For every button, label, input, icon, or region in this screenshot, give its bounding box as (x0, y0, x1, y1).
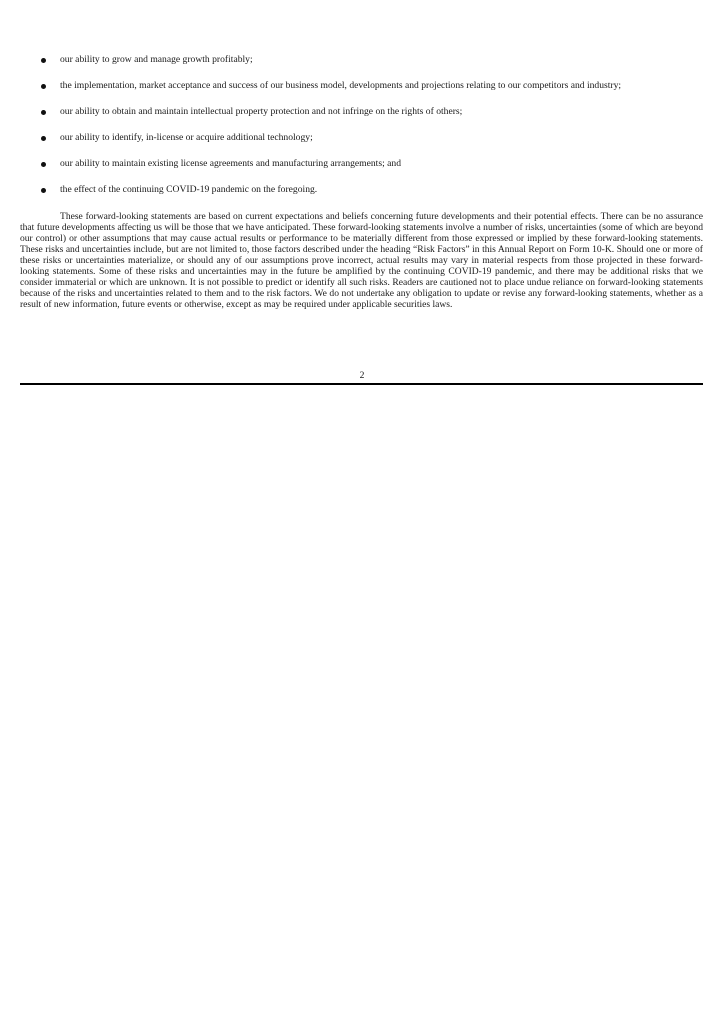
forward-looking-paragraph: These forward-looking statements are based on current expectations and beliefs concerning future developments and their potential effects. There can be no assurance that future developments affecting us will be those that we have anticipated. These forward-looking statements involve a number of risks, uncertainties (some of which are beyond our control) or other assumptions that may cause actual results or performance to be materially different from those expressed or implied by these forward-looking statements. These risks and uncertainties include, but are not limited to, those factors described under the heading “Risk Factors” in this Annual Report on Form 10-K. Should one or more of these risks or uncertainties materialize, or should any of our assumptions prove incorrect, actual results may vary in material respects from those projected in these forward-looking statements. Some of these risks and uncertainties may in the future be amplified by the continuing COVID-19 pandemic, and there may be additional risks that we consider immaterial or which are unknown. It is not possible to predict or identify all such risks. Readers are cautioned not to place undue reliance on forward-looking statements because of the risks and uncertainties related to them and to the risk factors. We do not undertake any obligation to update or revise any forward-looking statements, whether as a result of new information, future events or otherwise, except as may be required under applicable securities laws. (20, 211, 703, 310)
bullet-icon (41, 110, 46, 115)
list-item (20, 80, 710, 106)
bullet-text: the effect of the continuing COVID-19 pandemic on the foregoing. (60, 184, 318, 195)
list-item (20, 54, 710, 80)
list-item (20, 158, 710, 184)
list-item (20, 106, 710, 132)
bullet-icon (41, 162, 46, 167)
list-item (20, 184, 710, 210)
bullet-text: our ability to identify, in-license or acquire additional technology; (60, 132, 313, 143)
bullet-icon (41, 58, 46, 63)
bullet-icon (41, 84, 46, 89)
bullet-list (20, 54, 710, 210)
list-item (20, 132, 710, 158)
bullet-text: our ability to obtain and maintain intellectual property protection and not infringe on the rights of others; (60, 106, 463, 117)
page-number: 2 (359, 370, 365, 381)
bullet-text: the implementation, market acceptance and success of our business model, developments and projections relating to our competitors and industry; (60, 80, 622, 91)
page-divider (20, 383, 703, 385)
bullet-text: our ability to maintain existing license agreements and manufacturing arrangements; and (60, 158, 401, 169)
bullet-text: our ability to grow and manage growth profitably; (60, 54, 253, 65)
bullet-icon (41, 188, 46, 193)
bullet-icon (41, 136, 46, 141)
